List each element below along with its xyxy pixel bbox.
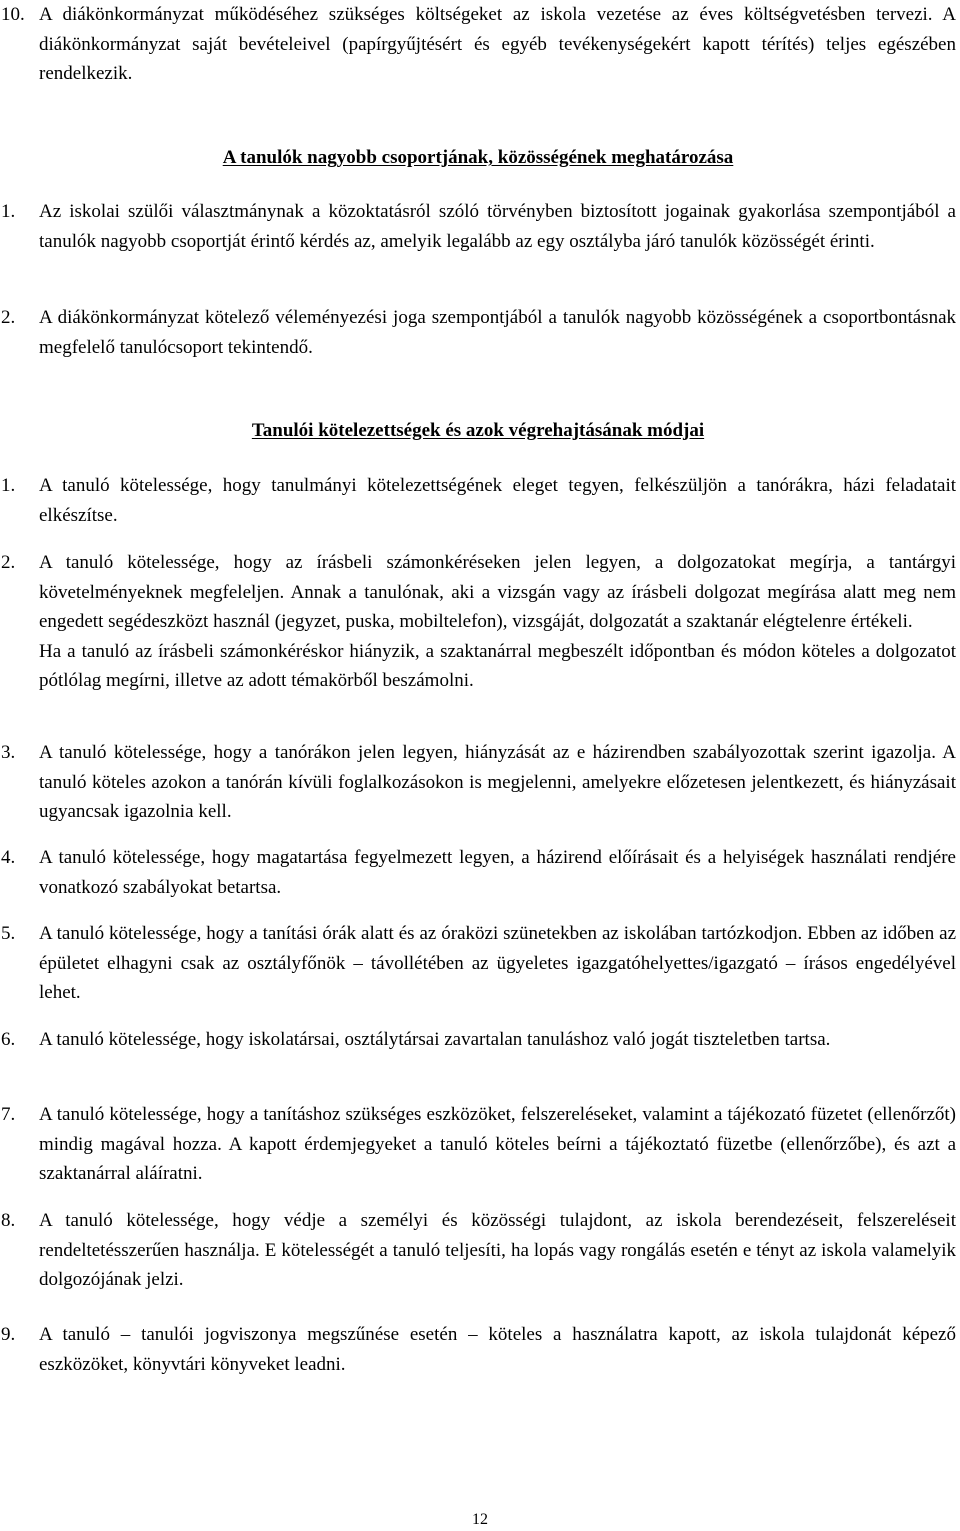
item-text: A tanuló kötelessége, hogy magatartása fegyelmezett legyen, a házirend előírásait és a helyiségek használati rendjére vonatkozó szabályokat betartsa. — [39, 847, 956, 898]
list-item-10 — [0, 0, 956, 89]
section2-item-7 — [0, 1100, 956, 1189]
item-number: 2. — [1, 307, 16, 328]
section2-item-2 — [0, 548, 956, 696]
item-number: 9. — [1, 1324, 16, 1345]
item-number: 4. — [1, 847, 16, 868]
item-text: A tanuló kötelessége, hogy tanulmányi kötelezettségének eleget tegyen, felkészüljön a tanórákra, házi feladatait elkészítse. — [39, 475, 956, 526]
section2-item-3 — [0, 738, 956, 827]
section1-item-1 — [0, 197, 956, 256]
section-heading-obligations: Tanulói kötelezettségek és azok végrehajtásának módjai — [251, 420, 705, 441]
item-text: A tanuló kötelessége, hogy védje a személyi és közösségi tulajdont, az iskola berendezéseit, felszereléseit rendeltetésszerűen használja. E kötelességét a tanuló teljesíti, ha lopás vagy rongálás esetén e tényt az iskola valamelyik dolgozójának jelzi. — [39, 1210, 956, 1290]
item-number: 5. — [1, 923, 16, 944]
section2-item-5 — [0, 919, 956, 1008]
item-number: 6. — [1, 1029, 16, 1050]
item-text: A tanuló kötelessége, hogy a tanórákon jelen legyen, hiányzását az e házirendben szabályozottak szerint igazolja. A tanuló köteles azokon a tanórán kívüli foglalkozásokon is megjelenni, amelyekre előzetesen jelentkezett, és hiányzásait ugyancsak igazolnia kell. — [39, 742, 956, 822]
item-number: 2. — [1, 552, 16, 573]
item-text: A tanuló kötelessége, hogy a tanításhoz szükséges eszközöket, felszereléseket, valamint a tájékozató füzetet (ellenőrzőt) mindig magával hozza. A kapott érdemjegyeket a tanuló köteles beírni a tájékoztató füzetbe (ellenőrzőbe), és azt a szaktanárral aláíratni. — [39, 1104, 956, 1184]
item-text: A tanuló kötelessége, hogy az írásbeli számonkéréseken jelen legyen, a dolgozatokat megírja, a tantárgyi követelményeknek megfeleljen. Annak a tanulónak, aki a vizsgán vagy az írásbeli dolgozat megírása alatt meg nem engedett segédeszközt használ (jegyzet, puska, mobiltelefon), vizsgáját, dolgozatát a szaktanár elégtelenre értékeli. — [39, 552, 956, 632]
item-text: A diákönkormányzat működéséhez szükséges költségeket az iskola vezetése az éves költségvetésben tervezi. A diákönkormányzat saját bevételeivel (papírgyűjtésért és egyéb tevékenységekért kapott térítés) teljes egészében rendelkezik. — [39, 4, 956, 84]
item-text: Az iskolai szülői választmánynak a közoktatásról szóló törvényben biztosított jogainak gyakorlása szempontjából a tanulók nagyobb csoportját érintő kérdés az, amelyik legalább az egy osztályba járó tanulók közösségét érinti. — [39, 201, 956, 252]
item-number: 8. — [1, 1210, 16, 1231]
section2-item-8 — [0, 1206, 956, 1295]
item-text: A tanuló kötelessége, hogy iskolatársai, osztálytársai zavartalan tanuláshoz való jogát tiszteletben tartsa. — [39, 1029, 831, 1050]
item-text: A tanuló – tanulói jogviszonya megszűnése esetén – köteles a használatra kapott, az iskola tulajdonát képező eszközöket, könyvtári könyveket leadni. — [39, 1324, 956, 1375]
section2-item-9 — [0, 1320, 956, 1379]
item-text: A tanuló kötelessége, hogy a tanítási órák alatt és az óraközi szünetekben az iskolában tartózkodjon. Ebben az időben az épületet elhagyni csak az osztályfőnök – távollétében az ügyeletes igazgatóhelyettes/igazgató – írásos engedélyével lehet. — [39, 923, 956, 1003]
item-text: A diákönkormányzat kötelező véleményezési joga szempontjából a tanulók nagyobb közösségének a csoportbontásnak megfelelő tanulócsoport tekintendő. — [39, 307, 956, 358]
section2-item-4 — [0, 843, 956, 902]
item-number: 10. — [1, 4, 25, 25]
item-number: 3. — [1, 742, 16, 763]
section-heading-groups: A tanulók nagyobb csoportjának, közösségének meghatározása — [222, 147, 734, 168]
item-number: 1. — [1, 201, 16, 222]
section2-item-1 — [0, 471, 956, 530]
section1-item-2 — [0, 303, 956, 362]
item-number: 1. — [1, 475, 16, 496]
section2-item-6 — [0, 1025, 956, 1055]
item-number: 7. — [1, 1104, 16, 1125]
page-number: 12 — [472, 1511, 488, 1528]
item-text-continued: Ha a tanuló az írásbeli számonkéréskor hiányzik, a szaktanárral megbeszélt időpontban és módon köteles a dolgozatot pótlólag megírni, illetve az adott témakörből beszámolni. — [39, 640, 956, 691]
